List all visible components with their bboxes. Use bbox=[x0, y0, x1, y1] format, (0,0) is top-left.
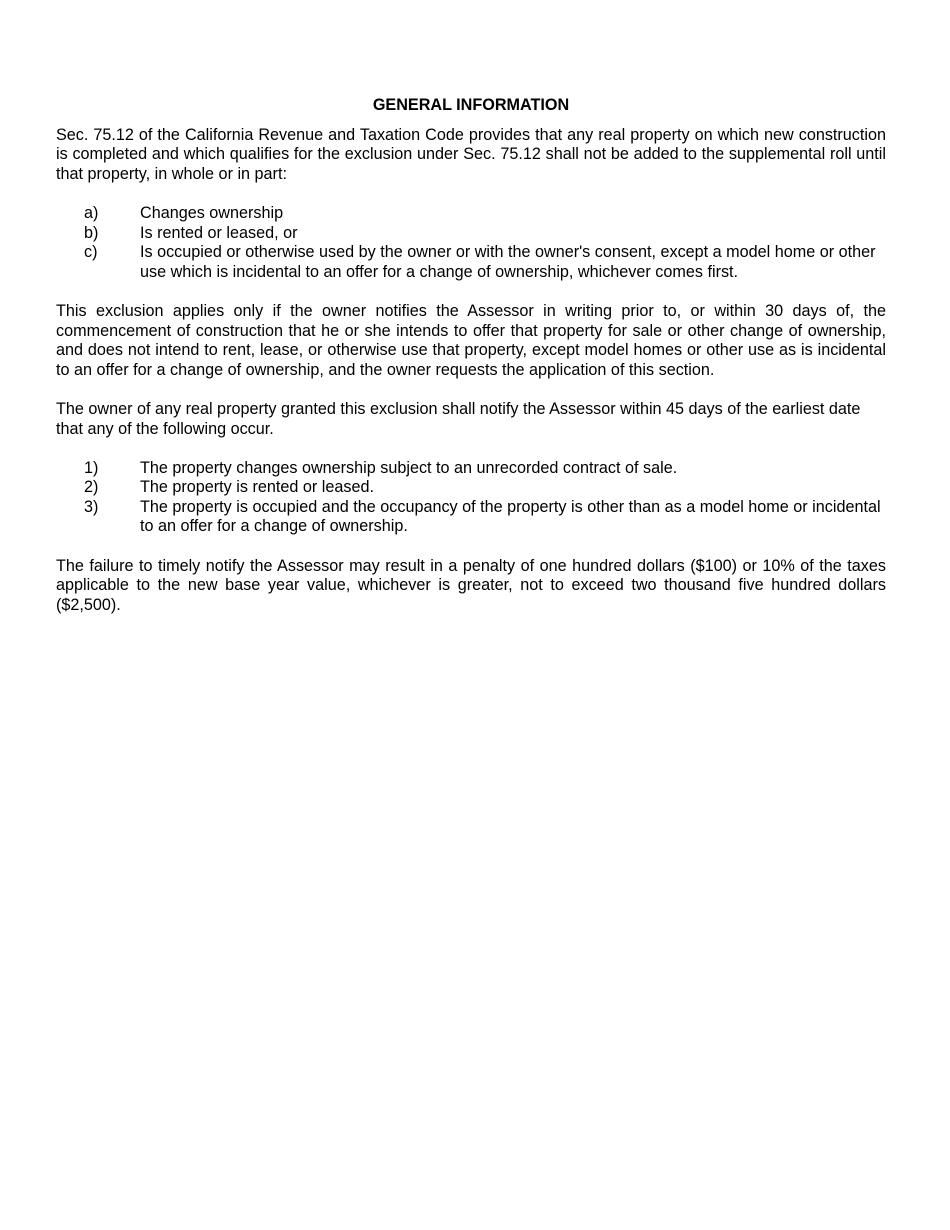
list-marker: a) bbox=[84, 203, 99, 222]
penalty-paragraph: The failure to timely notify the Assessor may result in a penalty of one hundred dollars ($100) or 10% of the taxes applicable to the new base year value, whichever is greater, not to exceed two thousand five hundred dollars ($2,500). bbox=[56, 556, 886, 614]
list-marker: 3) bbox=[84, 497, 99, 516]
list-item-text: The property is rented or leased. bbox=[140, 478, 374, 497]
list-marker: b) bbox=[84, 223, 99, 242]
list-item bbox=[56, 224, 886, 244]
list-item-text: The property changes ownership subject to an unrecorded contract of sale. bbox=[140, 458, 678, 477]
spacer bbox=[56, 282, 886, 302]
list-marker: 1) bbox=[84, 458, 99, 477]
list-marker: c) bbox=[84, 243, 98, 262]
list-item-text: Is rented or leased, or bbox=[140, 223, 298, 242]
document-title: GENERAL INFORMATION bbox=[372, 96, 570, 114]
spacer bbox=[56, 184, 886, 204]
spacer bbox=[56, 439, 886, 459]
list-item bbox=[56, 243, 886, 282]
notify-paragraph: The owner of any real property granted this exclusion shall notify the Assessor within 45 days of the earliest date that any of the following occur. bbox=[56, 399, 861, 438]
list-item bbox=[56, 498, 886, 537]
events-list bbox=[56, 459, 886, 537]
list-item-text: Is occupied or otherwise used by the owner or with the owner's consent, except a model home or other use which is incidental to an offer for a change of ownership, whichever comes first. bbox=[140, 243, 876, 281]
list-item bbox=[56, 204, 886, 224]
list-item bbox=[56, 478, 886, 498]
spacer bbox=[56, 380, 886, 400]
document-page bbox=[56, 96, 886, 615]
list-item-text: Changes ownership bbox=[140, 203, 284, 222]
exclusion-paragraph: This exclusion applies only if the owner notifies the Assessor in writing prior to, or within 30 days of, the commencement of construction that he or she intends to offer that property for sale or other change of ownership, and does not intend to rent, lease, or otherwise use that property, except model homes or other use as is incidental to an offer for a change of ownership, and the owner requests the application of this section. bbox=[56, 301, 886, 379]
intro-paragraph: Sec. 75.12 of the California Revenue and Taxation Code provides that any real property on which new construction is completed and which qualifies for the exclusion under Sec. 75.12 shall not be added to the supplemental roll until that property, in whole or in part: bbox=[56, 125, 886, 183]
list-item-text: The property is occupied and the occupancy of the property is other than as a model home or incidental to an offer for a change of ownership. bbox=[140, 497, 881, 536]
spacer bbox=[56, 537, 886, 557]
conditions-list bbox=[56, 204, 886, 282]
list-item bbox=[56, 459, 886, 479]
list-marker: 2) bbox=[84, 478, 99, 497]
